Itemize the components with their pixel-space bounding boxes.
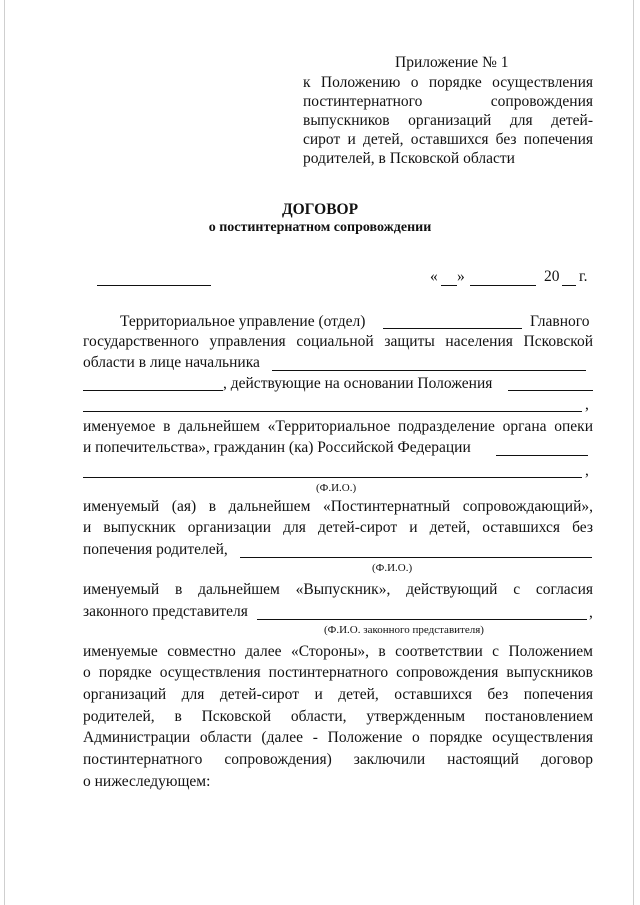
appendix-title: Приложение № 1 [395,54,509,71]
caption-fio-graduate: (Ф.И.О.) [372,562,413,574]
body-line-9: именуемый (ая) в дальнейшем «Постинтернатный сопровождающий», [83,498,593,515]
date-open-quote: « [430,268,438,285]
body-line-8-end: , [585,462,589,479]
representative-fio-blank [257,618,587,620]
document-title: ДОГОВОР [281,201,359,218]
month-blank [470,284,536,286]
body-line-20: о нижеследующем: [83,773,211,790]
body-line-12: именуемый в дальнейшем «Выпускник», действующий с согласия [83,581,593,598]
body-line-6: именуемое в дальнейшем «Территориальное подразделение органа опеки [83,418,593,435]
body-line-19: постинтернатного сопровождения) заключили настоящий договор [83,751,593,768]
body-line-18: Администрации области (далее - Положение о порядке осуществления [83,729,593,746]
appendix-line-3: выпускников организаций для детей- [303,112,593,129]
body-line-14: именуемые совместно далее «Стороны», в соответствии с Положением [83,643,593,660]
body-line-11: попечения родителей, [83,541,228,558]
body-line-2: государственного управления социальной защиты населения Псковской [83,333,593,350]
graduate-fio-blank [240,556,592,558]
day-blank [441,284,457,286]
caption-fio-companion: (Ф.И.О.) [316,482,357,494]
page-edge-right [633,0,634,905]
body-line-17: родителей, в Псковской области, утвержденным постановлением [83,708,593,725]
appendix-line-5: родителей, в Псковской области [303,150,515,167]
body-line-4: , действующие на основании Положения [223,375,493,392]
regulation-blank-2 [83,410,582,412]
regulation-blank [508,389,593,391]
year-blank [562,284,576,286]
companion-blank [496,454,588,456]
head-name-blank-2 [83,389,223,391]
body-line-1a: Территориальное управление (отдел) [120,313,366,330]
appendix-line-4: сирот и детей, оставшихся без попечения [303,131,593,148]
year-suffix: г. [579,268,588,285]
body-line-13-end: , [589,604,593,621]
head-name-blank [272,369,586,371]
place-blank [97,284,211,286]
document-subtitle: о постинтернатном сопровождении [208,220,432,235]
body-line-7: и попечительства», гражданин (ка) Российской Федерации [83,439,471,456]
companion-fio-blank [83,476,582,478]
date-close-quote: » [457,268,465,285]
body-line-16: организаций для детей-сирот и детей, оставшихся без попечения [83,686,593,703]
page-edge-left [4,0,5,905]
body-line-10: и выпускник организации для детей-сирот и детей, оставшихся без [83,519,593,536]
body-line-3: области в лице начальника [83,354,260,371]
body-line-1b: Главного [530,313,590,330]
body-line-13: законного представителя [83,603,248,620]
caption-fio-representative: (Ф.И.О. законного представителя) [324,624,484,636]
appendix-line-2: постинтернатного сопровождения [303,93,593,110]
year-prefix: 20 [544,268,560,285]
department-blank [383,327,522,329]
body-line-5-end: , [585,396,589,413]
body-line-15: о порядке осуществления постинтернатного сопровождения выпускников [83,664,593,681]
appendix-line-1: к Положению о порядке осуществления [303,74,593,91]
